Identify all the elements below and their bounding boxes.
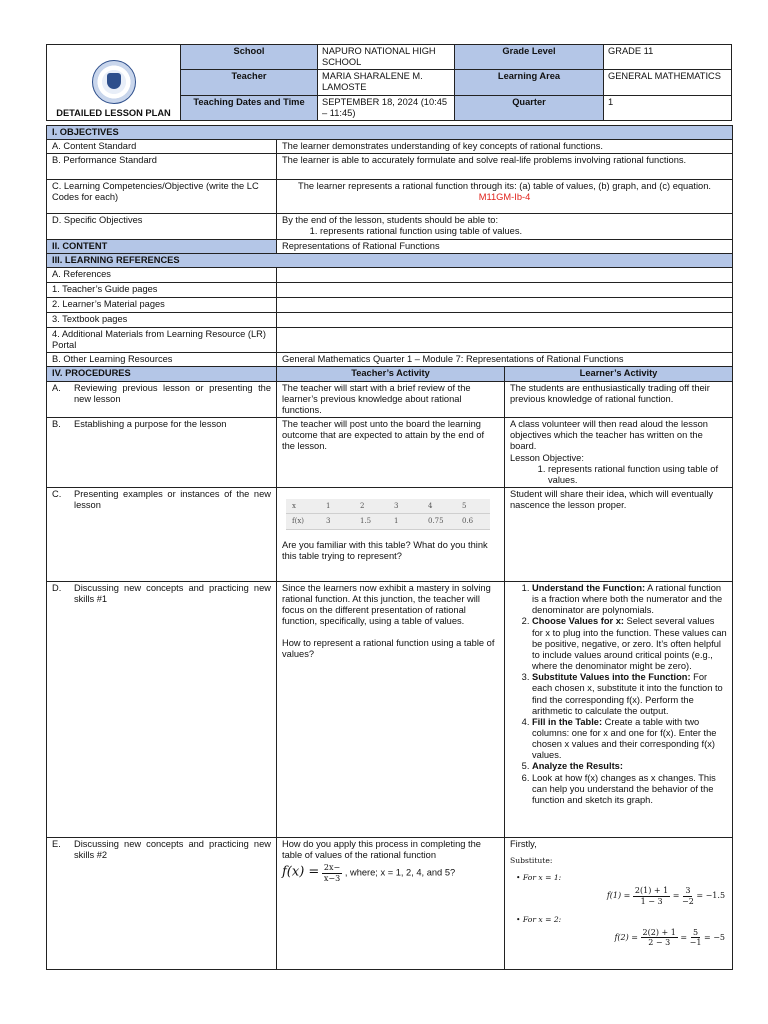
substitution-block (510, 856, 727, 948)
substitute-x1-label: For x = 1: (522, 873, 562, 883)
lesson-plan-table (46, 125, 733, 970)
table-cell: 1 (320, 499, 354, 514)
list-item (532, 616, 727, 672)
table-cell: 0.6 (456, 514, 490, 529)
specific-objective-item: 1. represents rational function using table of values. (320, 226, 727, 237)
list-item (532, 672, 727, 717)
references-label: A. References (47, 267, 277, 282)
procedure-a-text: Reviewing previous lesson or presenting the new lesson (74, 382, 271, 404)
procedure-e-text: Discussing new concepts and practicing new skills #2 (74, 838, 271, 861)
function-fraction (322, 863, 342, 883)
table-cell: x (286, 499, 320, 514)
deped-seal-icon (92, 60, 136, 104)
procedure-a-learner: The students are enthusiastically trading off their previous knowledge of rational function. (505, 381, 733, 417)
function-label: f(x) = (282, 864, 320, 880)
other-resources-label: B. Other Learning Resources (47, 353, 277, 367)
procedure-b-letter: B. (52, 419, 61, 430)
list-item: • For x = 1: (516, 873, 562, 883)
dates-value: SEPTEMBER 18, 2024 (10:45 – 11:45) (318, 95, 455, 120)
teachers-guide-label: 1. Teacher’s Guide pages (47, 282, 277, 297)
content-standard-label: A. Content Standard (47, 140, 277, 154)
performance-standard-label: B. Performance Standard (47, 154, 277, 180)
function-denominator: x−3 (323, 873, 341, 883)
procedures-heading: IV. PROCEDURES (47, 367, 277, 381)
list-item (532, 717, 727, 762)
procedure-b-label (47, 418, 277, 488)
school-value: NAPURO NATIONAL HIGH SCHOOL (318, 45, 455, 70)
equation-lhs: f(1) = (606, 891, 631, 901)
step-text: Select several values for x to plug into the function. These values can be positive, negative, or zero. It’s often helpful to include values around critical points (e.g., where the denominator might be zero). (532, 616, 727, 672)
performance-standard-value: The learner is able to accurately formulate and solve real-life problems involving rational functions. (277, 154, 733, 180)
list-item (532, 773, 727, 806)
substitute-x2-label: For x = 2: (522, 914, 562, 924)
procedure-c-question: Are you familiar with this table? What do you think this table trying to represent? (282, 539, 488, 561)
table-cell: 3 (320, 514, 354, 529)
equation-denominator: −2 (682, 896, 694, 906)
equation-x2: f(2) = $\frac{2(2) + 1}{2 - 3}$ = $\frac{5}{-1}$ = −5 (614, 927, 726, 948)
doc-title: DETAILED LESSON PLAN (56, 107, 171, 118)
step-text: A rational function is a fraction where both the numerator and the denominator are polynomials. (532, 582, 723, 616)
equation-x1: f(1) = $\frac{2(1) + 1}{1 - 3}$ = $\frac{3}{-2}$ = −1.5 (606, 886, 726, 906)
specific-objectives-label: D. Specific Objectives (47, 214, 277, 239)
equation-lhs: f(2) = (614, 932, 638, 942)
procedure-d-letter: D. (52, 582, 62, 593)
function-numerator: 2x− (323, 863, 341, 873)
lr-portal-value (277, 327, 733, 352)
quarter-label: Quarter (455, 95, 604, 120)
references-heading: III. LEARNING REFERENCES (47, 253, 733, 267)
textbook-value (277, 312, 733, 327)
step-title: Substitute Values into the Function: (532, 672, 691, 683)
grade-value: GRADE 11 (604, 45, 732, 70)
equation-result: = −1.5 (696, 891, 726, 901)
procedure-e-teacher (277, 837, 505, 969)
procedure-d-steps (510, 583, 727, 806)
procedure-e-label (47, 837, 277, 969)
quarter-value: 1 (604, 95, 732, 120)
procedure-b-text: Establishing a purpose for the lesson (74, 419, 227, 430)
equation-denominator: 1 − 3 (640, 896, 663, 906)
references-value (277, 267, 733, 282)
table-row (286, 499, 490, 514)
equation-denominator: −1 (689, 938, 702, 948)
table-cell: f(x) (286, 514, 320, 529)
specific-objectives-cell (277, 214, 733, 239)
procedure-b-learner-cell (505, 418, 733, 488)
procedure-e-firstly: Firstly, (510, 838, 537, 849)
table-cell: 3 (388, 499, 422, 514)
lr-portal-label: 4. Additional Materials from Learning Resource (LR) Portal (47, 327, 277, 352)
procedure-b-teacher: The teacher will post unto the board the learning outcome that are expected to attain by the end of the lesson. (277, 418, 505, 488)
equation-result: = −5 (703, 932, 726, 942)
procedure-b-objective-list (510, 464, 727, 486)
step-title: Understand the Function: (532, 582, 646, 593)
content-heading: II. CONTENT (47, 239, 277, 253)
logo-title-cell (47, 45, 181, 121)
table-cell: 1.5 (354, 514, 388, 529)
specific-objectives-list (282, 226, 727, 237)
area-label: Learning Area (455, 70, 604, 95)
teacher-activity-heading: Teacher’s Activity (277, 367, 505, 381)
table-cell: 4 (422, 499, 456, 514)
procedure-c-letter: C. (52, 488, 62, 499)
equation-numerator: 3 (685, 886, 691, 896)
table-cell: 1 (388, 514, 422, 529)
area-value: GENERAL MATHEMATICS (604, 70, 732, 95)
step-text: Create a table with two columns: one for x and one for f(x). Enter the chosen x values and their corresponding f(x) values. (532, 716, 717, 761)
other-resources-value: General Mathematics Quarter 1 – Module 7: Representations of Rational Functions (277, 353, 733, 367)
procedure-c-teacher (277, 487, 505, 581)
substitute-label: Substitute: (510, 856, 553, 866)
teacher-value: MARIA SHARALENE M. LAMOSTE (318, 70, 455, 95)
competencies-label: C. Learning Competencies/Objective (write the LC Codes for each) (47, 180, 277, 214)
procedure-d-teacher-question: How to represent a rational function using a table of values? (282, 637, 495, 659)
content-standard-value: The learner demonstrates understanding of key concepts of rational functions. (277, 140, 733, 154)
procedure-a-label (47, 381, 277, 417)
procedure-e-letter: E. (52, 838, 61, 849)
procedure-a-teacher: The teacher will start with a brief review of the learner’s previous knowledge about rational functions. (277, 381, 505, 417)
content-value: Representations of Rational Functions (277, 239, 733, 253)
procedure-d-label (47, 581, 277, 837)
school-label: School (181, 45, 318, 70)
learners-material-label: 2. Learner’s Material pages (47, 297, 277, 312)
header-table (46, 44, 732, 121)
learner-activity-heading: Learner’s Activity (505, 367, 733, 381)
competencies-cell (277, 180, 733, 214)
procedure-d-text: Discussing new concepts and practicing new skills #1 (74, 582, 271, 605)
step-title: Choose Values for x: (532, 616, 624, 627)
procedure-c-text: Presenting examples or instances of the new lesson (74, 488, 271, 511)
textbook-label: 3. Textbook pages (47, 312, 277, 327)
procedure-d-learner (505, 581, 733, 837)
procedure-e-question: How do you apply this process in completing the table of values of the rational function (282, 838, 481, 861)
step-title: Fill in the Table: (532, 716, 603, 727)
specific-objectives-intro: By the end of the lesson, students should be able to: (282, 215, 499, 226)
example-values-table (286, 499, 490, 530)
procedure-d-teacher-text: Since the learners now exhibit a mastery in solving rational function. At this junction, the teacher will focus on the different presentation of rational function, specifically, using a table of values. (282, 582, 491, 627)
procedure-d-teacher (277, 581, 505, 837)
procedure-b-learner: A class volunteer will then read aloud the lesson objectives which the teacher has written on the board. (510, 419, 708, 452)
procedure-a-letter: A. (52, 382, 61, 393)
procedure-e-learner (505, 837, 733, 969)
equation-numerator: 2(1) + 1 (634, 886, 669, 896)
equation-denominator: 2 − 3 (648, 938, 671, 948)
table-cell: 0.75 (422, 514, 456, 529)
table-cell: 5 (456, 499, 490, 514)
step-title: Analyze the Results: (532, 761, 623, 772)
teacher-label: Teacher (181, 70, 318, 95)
list-item: • For x = 2: (516, 914, 562, 924)
procedure-c-learner: Student will share their idea, which will eventually nascence the lesson proper. (505, 487, 733, 581)
competencies-value: The learner represents a rational function through its: (a) table of values, (b) graph, and (c) equation. (298, 181, 711, 192)
list-item (532, 583, 727, 616)
lc-code: M11GM-Ib-4 (478, 192, 531, 203)
list-item (532, 761, 727, 772)
dates-label: Teaching Dates and Time (181, 95, 318, 120)
procedure-c-label (47, 487, 277, 581)
step-text: Look at how f(x) changes as x changes. This can help you understand the behavior of the function and sketch its graph. (532, 772, 716, 805)
function-x-values: , where; x = 1, 2, 4, and 5? (344, 867, 456, 878)
equation-numerator: 5 (692, 927, 699, 937)
equation-numerator: 2(2) + 1 (642, 927, 676, 937)
grade-label: Grade Level (455, 45, 604, 70)
table-row (286, 514, 490, 529)
objectives-heading: I. OBJECTIVES (47, 126, 733, 140)
learners-material-value (277, 297, 733, 312)
step-text: For each chosen x, substitute it into the function to find the corresponding f(x). Perform the arithmetic to calculate the output. (532, 672, 723, 716)
procedure-b-objective-label: Lesson Objective: (510, 452, 584, 463)
table-cell: 2 (354, 499, 388, 514)
teachers-guide-value (277, 282, 733, 297)
procedure-b-objective-item: 1. represents rational function using table of values. (548, 464, 727, 486)
